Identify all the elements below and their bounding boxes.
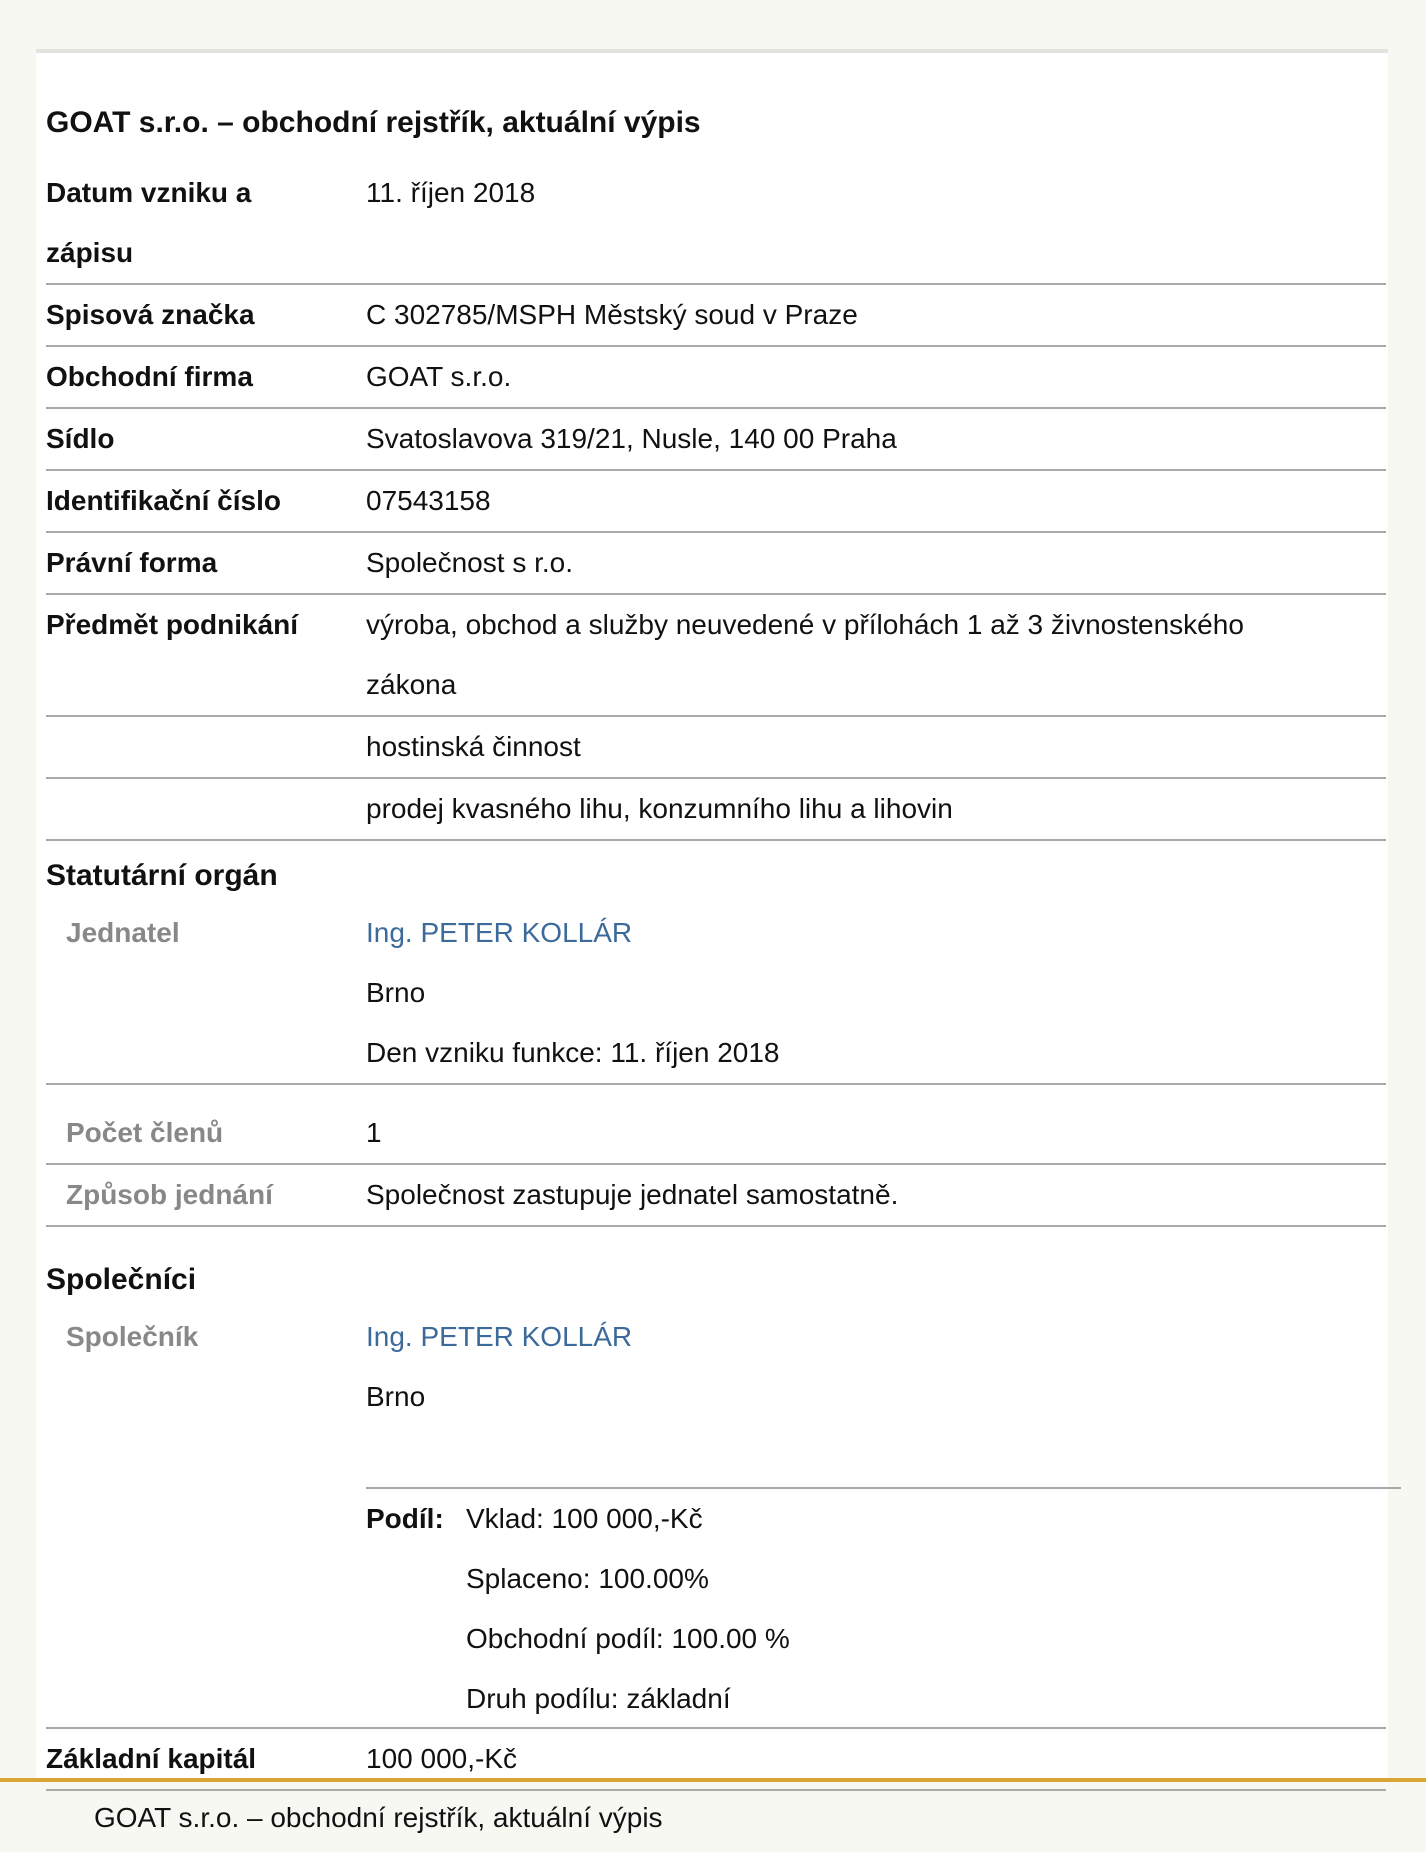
row-label: Způsob jednání [66,1179,273,1210]
row-value: Společnost zastupuje jednatel samostatně. [366,1179,899,1210]
row-label: Základní kapitál [46,1743,257,1774]
row-pravni-forma [46,533,1386,595]
row-value: 100 000,-Kč [366,1743,517,1774]
row-value: hostinská činnost [366,731,581,762]
section-heading-statutarni-organ: Statutární orgán [46,859,278,892]
row-label-line-1: Datum vzniku a [46,177,252,208]
podil-line: Splaceno: 100.00% [466,1563,709,1594]
row-label: Společník [66,1321,199,1352]
spolecnik-city: Brno [366,1381,426,1412]
row-label: Počet členů [66,1117,224,1148]
row-label-line-2: zápisu [46,237,134,268]
footer-divider [0,1778,1426,1782]
row-value [366,903,1366,1083]
spolecnik-name-link[interactable]: Ing. PETER KOLLÁR [366,1321,633,1352]
row-predmet-podnikani [46,595,1386,717]
row-label: Spisová značka [46,299,255,330]
row-datum-vzniku [46,163,1386,285]
jednatel-function-start: Den vzniku funkce: 11. říjen 2018 [366,1037,780,1068]
row-value [366,595,1366,715]
podil-line: Druh podílu: základní [466,1683,731,1714]
footer-text: GOAT s.r.o. – obchodní rejstřík, aktuální výpis [94,1802,663,1833]
page-title: GOAT s.r.o. – obchodní rejstřík, aktuální výpis [46,106,701,139]
podil-details [466,1489,790,1729]
row-value: 11. říjen 2018 [366,177,536,208]
row-pocet-clenu [46,1103,1386,1165]
row-label: Předmět podnikání [46,609,299,640]
podil-line: Vklad: 100 000,-Kč [466,1503,703,1534]
row-value: 1 [366,1117,382,1148]
row-label: Právní forma [46,547,218,578]
row-value [366,1307,1366,1427]
row-value: Společnost s r.o. [366,547,574,578]
predmet-item: zákona [366,669,457,700]
row-zpusob-jednani [46,1165,1386,1227]
row-jednatel [46,903,1386,1085]
row-label: Jednatel [66,917,180,948]
register-extract-card [36,49,1388,1780]
row-predmet-item [46,717,1386,779]
podil-line: Obchodní podíl: 100.00 % [466,1623,790,1654]
row-identifikacni-cislo [46,471,1386,533]
row-label: Sídlo [46,423,115,454]
row-label [46,163,346,283]
jednatel-city: Brno [366,977,426,1008]
row-sidlo [46,409,1386,471]
row-value: GOAT s.r.o. [366,361,512,392]
section-heading-spolecnici: Společníci [46,1263,197,1296]
row-label: Identifikační číslo [46,485,281,516]
row-obchodni-firma [46,347,1386,409]
row-value: prodej kvasného lihu, konzumního lihu a lihovin [366,793,953,824]
row-spisova-znacka [46,285,1386,347]
row-spolecnik [46,1307,1386,1729]
podil-label: Podíl: [366,1503,444,1534]
row-value: 07543158 [366,485,491,516]
jednatel-name-link[interactable]: Ing. PETER KOLLÁR [366,917,633,948]
predmet-item: výroba, obchod a služby neuvedené v přílohách 1 až 3 živnostenského [366,609,1244,640]
row-label: Obchodní firma [46,361,253,392]
row-predmet-item [46,779,1386,841]
row-value: Svatoslavova 319/21, Nusle, 140 00 Praha [366,423,897,454]
row-value: C 302785/MSPH Městský soud v Praze [366,299,858,330]
